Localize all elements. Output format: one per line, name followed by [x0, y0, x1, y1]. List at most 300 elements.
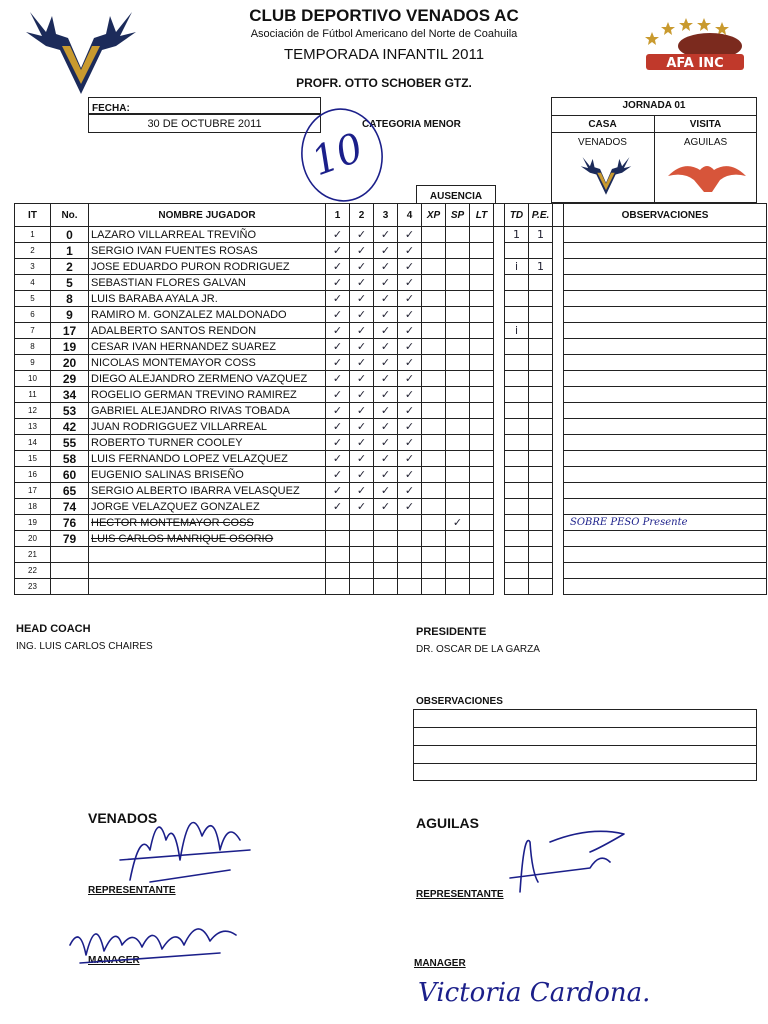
row-xp — [422, 563, 446, 579]
row-pe — [529, 515, 553, 531]
row-lt — [470, 547, 494, 563]
table-row — [15, 307, 767, 323]
col-q2: 2 — [350, 204, 374, 227]
row-q4 — [398, 579, 422, 595]
row-player-name — [89, 563, 326, 579]
row-td: i — [505, 259, 529, 275]
row-q2 — [350, 563, 374, 579]
row-pe — [529, 387, 553, 403]
row-observaciones: SOBRE PESO Presente — [564, 515, 767, 531]
row-player-name: GABRIEL ALEJANDRO RIVAS TOBADA — [89, 403, 326, 419]
row-q3 — [374, 563, 398, 579]
row-gap — [494, 259, 505, 275]
fecha-label: FECHA: — [92, 103, 130, 114]
visita-team: AGUILAS — [683, 137, 728, 148]
row-observaciones — [564, 371, 767, 387]
row-q1: ✓ — [326, 419, 350, 435]
row-gap — [494, 275, 505, 291]
table-row — [15, 227, 767, 243]
row-gap — [553, 547, 564, 563]
row-q3: ✓ — [374, 435, 398, 451]
row-xp — [422, 243, 446, 259]
row-gap — [494, 339, 505, 355]
row-lt — [470, 323, 494, 339]
row-xp — [422, 259, 446, 275]
row-gap — [553, 307, 564, 323]
row-lt — [470, 435, 494, 451]
row-player-name: ADALBERTO SANTOS RENDON — [89, 323, 326, 339]
row-sp — [446, 547, 470, 563]
row-pe — [529, 451, 553, 467]
row-q2: ✓ — [350, 275, 374, 291]
row-sp — [446, 483, 470, 499]
row-player-name: SEBASTIAN FLORES GALVAN — [89, 275, 326, 291]
row-observaciones — [564, 563, 767, 579]
row-lt — [470, 499, 494, 515]
row-lt — [470, 467, 494, 483]
head-coach-name: ING. LUIS CARLOS CHAIRES — [16, 641, 153, 652]
row-td — [505, 291, 529, 307]
row-q2 — [350, 547, 374, 563]
row-q4: ✓ — [398, 339, 422, 355]
table-row — [15, 451, 767, 467]
table-row — [15, 323, 767, 339]
row-it: 5 — [15, 291, 51, 307]
row-xp — [422, 451, 446, 467]
row-xp — [422, 291, 446, 307]
row-player-name: LUIS FERNANDO LOPEZ VELAZQUEZ — [89, 451, 326, 467]
row-gap — [494, 355, 505, 371]
row-q4: ✓ — [398, 435, 422, 451]
away-representante-signature — [490, 822, 640, 902]
row-q1: ✓ — [326, 275, 350, 291]
table-row — [15, 387, 767, 403]
row-gap — [494, 227, 505, 243]
row-q2: ✓ — [350, 323, 374, 339]
row-sp — [446, 403, 470, 419]
row-observaciones — [564, 403, 767, 419]
col-pe: P.E. — [529, 204, 553, 227]
circled-number: 10 — [305, 124, 370, 186]
row-q2: ✓ — [350, 307, 374, 323]
row-number: 55 — [51, 435, 89, 451]
table-row — [15, 355, 767, 371]
row-player-name: LAZARO VILLARREAL TREVIÑO — [89, 227, 326, 243]
row-number: 79 — [51, 531, 89, 547]
row-observaciones — [564, 323, 767, 339]
row-number: 42 — [51, 419, 89, 435]
row-td — [505, 403, 529, 419]
home-manager-signature — [60, 905, 250, 975]
row-lt — [470, 259, 494, 275]
row-observaciones — [564, 387, 767, 403]
row-sp — [446, 371, 470, 387]
table-row — [15, 419, 767, 435]
row-gap — [494, 307, 505, 323]
categoria-label: CATEGORIA MENOR — [362, 119, 461, 130]
row-number: 76 — [51, 515, 89, 531]
row-observaciones — [564, 435, 767, 451]
visita-label: VISITA — [689, 119, 722, 130]
row-gap — [553, 259, 564, 275]
col-q4: 4 — [398, 204, 422, 227]
row-gap — [553, 243, 564, 259]
row-gap — [494, 547, 505, 563]
row-player-name — [89, 547, 326, 563]
row-gap — [494, 323, 505, 339]
row-number: 8 — [51, 291, 89, 307]
row-observaciones — [564, 275, 767, 291]
row-q1 — [326, 531, 350, 547]
away-manager-signature: Victoria Cardona. — [418, 978, 651, 1008]
col-td: TD — [505, 204, 529, 227]
row-it: 22 — [15, 563, 51, 579]
row-it: 21 — [15, 547, 51, 563]
table-row — [15, 339, 767, 355]
row-xp — [422, 323, 446, 339]
row-q3: ✓ — [374, 387, 398, 403]
row-lt — [470, 515, 494, 531]
row-q3: ✓ — [374, 323, 398, 339]
row-observaciones — [564, 499, 767, 515]
roster-body — [15, 227, 767, 595]
table-row — [15, 371, 767, 387]
row-gap — [494, 483, 505, 499]
row-gap — [553, 291, 564, 307]
row-td — [505, 451, 529, 467]
row-td — [505, 419, 529, 435]
table-row — [15, 499, 767, 515]
row-q3: ✓ — [374, 291, 398, 307]
row-q3: ✓ — [374, 275, 398, 291]
row-q2: ✓ — [350, 243, 374, 259]
row-gap — [494, 531, 505, 547]
row-td — [505, 515, 529, 531]
row-q2: ✓ — [350, 451, 374, 467]
row-sp — [446, 275, 470, 291]
row-q4: ✓ — [398, 355, 422, 371]
row-td — [505, 355, 529, 371]
svg-text:AFA INC: AFA INC — [666, 56, 724, 71]
row-xp — [422, 371, 446, 387]
col-xp: XP — [422, 204, 446, 227]
row-xp — [422, 531, 446, 547]
row-gap — [553, 371, 564, 387]
row-sp — [446, 419, 470, 435]
row-xp — [422, 547, 446, 563]
row-q1: ✓ — [326, 467, 350, 483]
row-number: 9 — [51, 307, 89, 323]
row-q2: ✓ — [350, 403, 374, 419]
row-q2: ✓ — [350, 467, 374, 483]
row-player-name: SERGIO IVAN FUENTES ROSAS — [89, 243, 326, 259]
row-xp — [422, 387, 446, 403]
row-q4: ✓ — [398, 451, 422, 467]
row-lt — [470, 291, 494, 307]
row-it: 2 — [15, 243, 51, 259]
col-lt: LT — [470, 204, 494, 227]
association-title: Asociación de Fútbol Americano del Norte de Coahuila — [250, 28, 518, 40]
row-gap — [494, 563, 505, 579]
row-q3: ✓ — [374, 259, 398, 275]
row-q2: ✓ — [350, 355, 374, 371]
row-observaciones — [564, 451, 767, 467]
row-q3: ✓ — [374, 371, 398, 387]
row-td — [505, 563, 529, 579]
row-td — [505, 579, 529, 595]
row-xp — [422, 227, 446, 243]
row-number: 2 — [51, 259, 89, 275]
row-gap — [553, 403, 564, 419]
row-it: 14 — [15, 435, 51, 451]
row-sp — [446, 451, 470, 467]
row-xp — [422, 467, 446, 483]
row-player-name: JUAN RODRIGGUEZ VILLARREAL — [89, 419, 326, 435]
row-lt — [470, 227, 494, 243]
row-it: 9 — [15, 355, 51, 371]
table-row — [15, 563, 767, 579]
row-td: 1 — [505, 227, 529, 243]
row-player-name: EUGENIO SALINAS BRISEÑO — [89, 467, 326, 483]
row-lt — [470, 483, 494, 499]
row-observaciones — [564, 579, 767, 595]
row-sp — [446, 323, 470, 339]
head-coach-label: HEAD COACH — [16, 623, 91, 635]
row-gap — [553, 227, 564, 243]
col-it: IT — [15, 204, 51, 227]
row-it: 18 — [15, 499, 51, 515]
aguilas-logo — [664, 156, 750, 196]
row-lt — [470, 307, 494, 323]
row-pe — [529, 275, 553, 291]
col-sp: SP — [446, 204, 470, 227]
row-q3 — [374, 579, 398, 595]
row-td — [505, 243, 529, 259]
row-gap — [494, 579, 505, 595]
row-gap — [553, 451, 564, 467]
row-it: 13 — [15, 419, 51, 435]
row-xp — [422, 483, 446, 499]
row-player-name: NICOLAS MONTEMAYOR COSS — [89, 355, 326, 371]
row-td — [505, 339, 529, 355]
row-pe — [529, 307, 553, 323]
table-row — [15, 243, 767, 259]
row-lt — [470, 339, 494, 355]
row-q3: ✓ — [374, 451, 398, 467]
row-q3: ✓ — [374, 339, 398, 355]
row-observaciones — [564, 243, 767, 259]
row-sp — [446, 243, 470, 259]
home-manager-label: MANAGER — [88, 955, 140, 966]
row-gap — [494, 499, 505, 515]
row-q4 — [398, 531, 422, 547]
row-pe — [529, 547, 553, 563]
row-pe — [529, 563, 553, 579]
row-lt — [470, 275, 494, 291]
row-q1: ✓ — [326, 371, 350, 387]
row-player-name: RAMIRO M. GONZALEZ MALDONADO — [89, 307, 326, 323]
row-q2: ✓ — [350, 499, 374, 515]
row-it: 15 — [15, 451, 51, 467]
row-q1: ✓ — [326, 307, 350, 323]
row-lt — [470, 451, 494, 467]
row-gap — [553, 275, 564, 291]
row-it: 10 — [15, 371, 51, 387]
row-number: 74 — [51, 499, 89, 515]
row-it: 7 — [15, 323, 51, 339]
row-gap — [494, 371, 505, 387]
row-q3: ✓ — [374, 227, 398, 243]
row-lt — [470, 355, 494, 371]
row-lt — [470, 371, 494, 387]
presidente-label: PRESIDENTE — [416, 626, 487, 638]
row-gap — [494, 419, 505, 435]
row-number: 19 — [51, 339, 89, 355]
coach-line: PROFR. OTTO SCHOBER GTZ. — [296, 76, 472, 90]
row-td — [505, 547, 529, 563]
row-xp — [422, 339, 446, 355]
home-representante-signature — [110, 790, 260, 900]
observaciones-label: OBSERVACIONES — [416, 696, 503, 707]
row-q2: ✓ — [350, 259, 374, 275]
row-q3: ✓ — [374, 243, 398, 259]
away-representante-label: REPRESENTANTE — [416, 889, 504, 900]
row-q3 — [374, 515, 398, 531]
row-player-name: LUIS BARABA AYALA JR. — [89, 291, 326, 307]
row-sp — [446, 259, 470, 275]
row-sp — [446, 579, 470, 595]
row-q3: ✓ — [374, 483, 398, 499]
row-sp — [446, 355, 470, 371]
table-row — [15, 531, 767, 547]
row-q4: ✓ — [398, 243, 422, 259]
row-sp — [446, 387, 470, 403]
row-gap — [553, 339, 564, 355]
row-pe — [529, 339, 553, 355]
table-row — [15, 403, 767, 419]
jornada-label: JORNADA 01 — [622, 100, 686, 111]
row-gap — [494, 243, 505, 259]
row-pe — [529, 323, 553, 339]
roster-header-row — [15, 204, 767, 227]
row-player-name: SERGIO ALBERTO IBARRA VELASQUEZ — [89, 483, 326, 499]
row-q4: ✓ — [398, 227, 422, 243]
row-number — [51, 579, 89, 595]
row-q4: ✓ — [398, 419, 422, 435]
row-number: 34 — [51, 387, 89, 403]
row-it: 6 — [15, 307, 51, 323]
away-team-label: AGUILAS — [416, 815, 479, 831]
row-observaciones — [564, 339, 767, 355]
row-pe — [529, 435, 553, 451]
row-observaciones — [564, 259, 767, 275]
row-number: 17 — [51, 323, 89, 339]
row-observaciones — [564, 291, 767, 307]
row-xp — [422, 403, 446, 419]
row-player-name: JOSE EDUARDO PURON RODRIGUEZ — [89, 259, 326, 275]
row-gap — [553, 323, 564, 339]
row-td — [505, 387, 529, 403]
row-sp — [446, 531, 470, 547]
col-q3: 3 — [374, 204, 398, 227]
row-sp — [446, 227, 470, 243]
row-q1 — [326, 515, 350, 531]
table-row — [15, 259, 767, 275]
row-it: 4 — [15, 275, 51, 291]
row-q1 — [326, 547, 350, 563]
row-q1: ✓ — [326, 339, 350, 355]
row-lt — [470, 579, 494, 595]
row-gap — [494, 291, 505, 307]
row-pe — [529, 371, 553, 387]
home-representante-label: REPRESENTANTE — [88, 885, 176, 896]
row-gap — [494, 515, 505, 531]
row-q1: ✓ — [326, 227, 350, 243]
row-q2 — [350, 531, 374, 547]
table-row — [15, 291, 767, 307]
row-xp — [422, 435, 446, 451]
row-gap — [553, 483, 564, 499]
row-q3: ✓ — [374, 419, 398, 435]
table-row — [15, 467, 767, 483]
row-q4: ✓ — [398, 371, 422, 387]
row-q2: ✓ — [350, 435, 374, 451]
row-player-name: LUIS CARLOS MANRIQUE OSORIO — [89, 531, 326, 547]
row-q4: ✓ — [398, 307, 422, 323]
row-q4: ✓ — [398, 323, 422, 339]
row-number: 53 — [51, 403, 89, 419]
row-q3: ✓ — [374, 355, 398, 371]
row-lt — [470, 387, 494, 403]
row-q3: ✓ — [374, 499, 398, 515]
row-pe — [529, 243, 553, 259]
row-number: 58 — [51, 451, 89, 467]
row-pe — [529, 499, 553, 515]
row-gap — [553, 435, 564, 451]
row-td — [505, 499, 529, 515]
row-q1: ✓ — [326, 259, 350, 275]
row-lt — [470, 243, 494, 259]
row-q3 — [374, 547, 398, 563]
table-row — [15, 483, 767, 499]
row-q2: ✓ — [350, 483, 374, 499]
venados-small-logo — [578, 152, 634, 198]
row-q4: ✓ — [398, 499, 422, 515]
row-q4: ✓ — [398, 259, 422, 275]
row-observaciones — [564, 307, 767, 323]
row-q1: ✓ — [326, 323, 350, 339]
row-sp — [446, 291, 470, 307]
row-q2 — [350, 515, 374, 531]
row-q4: ✓ — [398, 483, 422, 499]
table-row — [15, 435, 767, 451]
presidente-name: DR. OSCAR DE LA GARZA — [416, 644, 540, 655]
row-number: 60 — [51, 467, 89, 483]
row-gap — [553, 419, 564, 435]
row-observaciones — [564, 467, 767, 483]
row-sp: ✓ — [446, 515, 470, 531]
row-it: 8 — [15, 339, 51, 355]
row-number: 0 — [51, 227, 89, 243]
row-gap — [553, 531, 564, 547]
row-q1: ✓ — [326, 483, 350, 499]
row-td — [505, 531, 529, 547]
row-q1: ✓ — [326, 355, 350, 371]
table-row — [15, 515, 767, 531]
row-pe: 1 — [529, 259, 553, 275]
row-pe: 1 — [529, 227, 553, 243]
row-xp — [422, 515, 446, 531]
